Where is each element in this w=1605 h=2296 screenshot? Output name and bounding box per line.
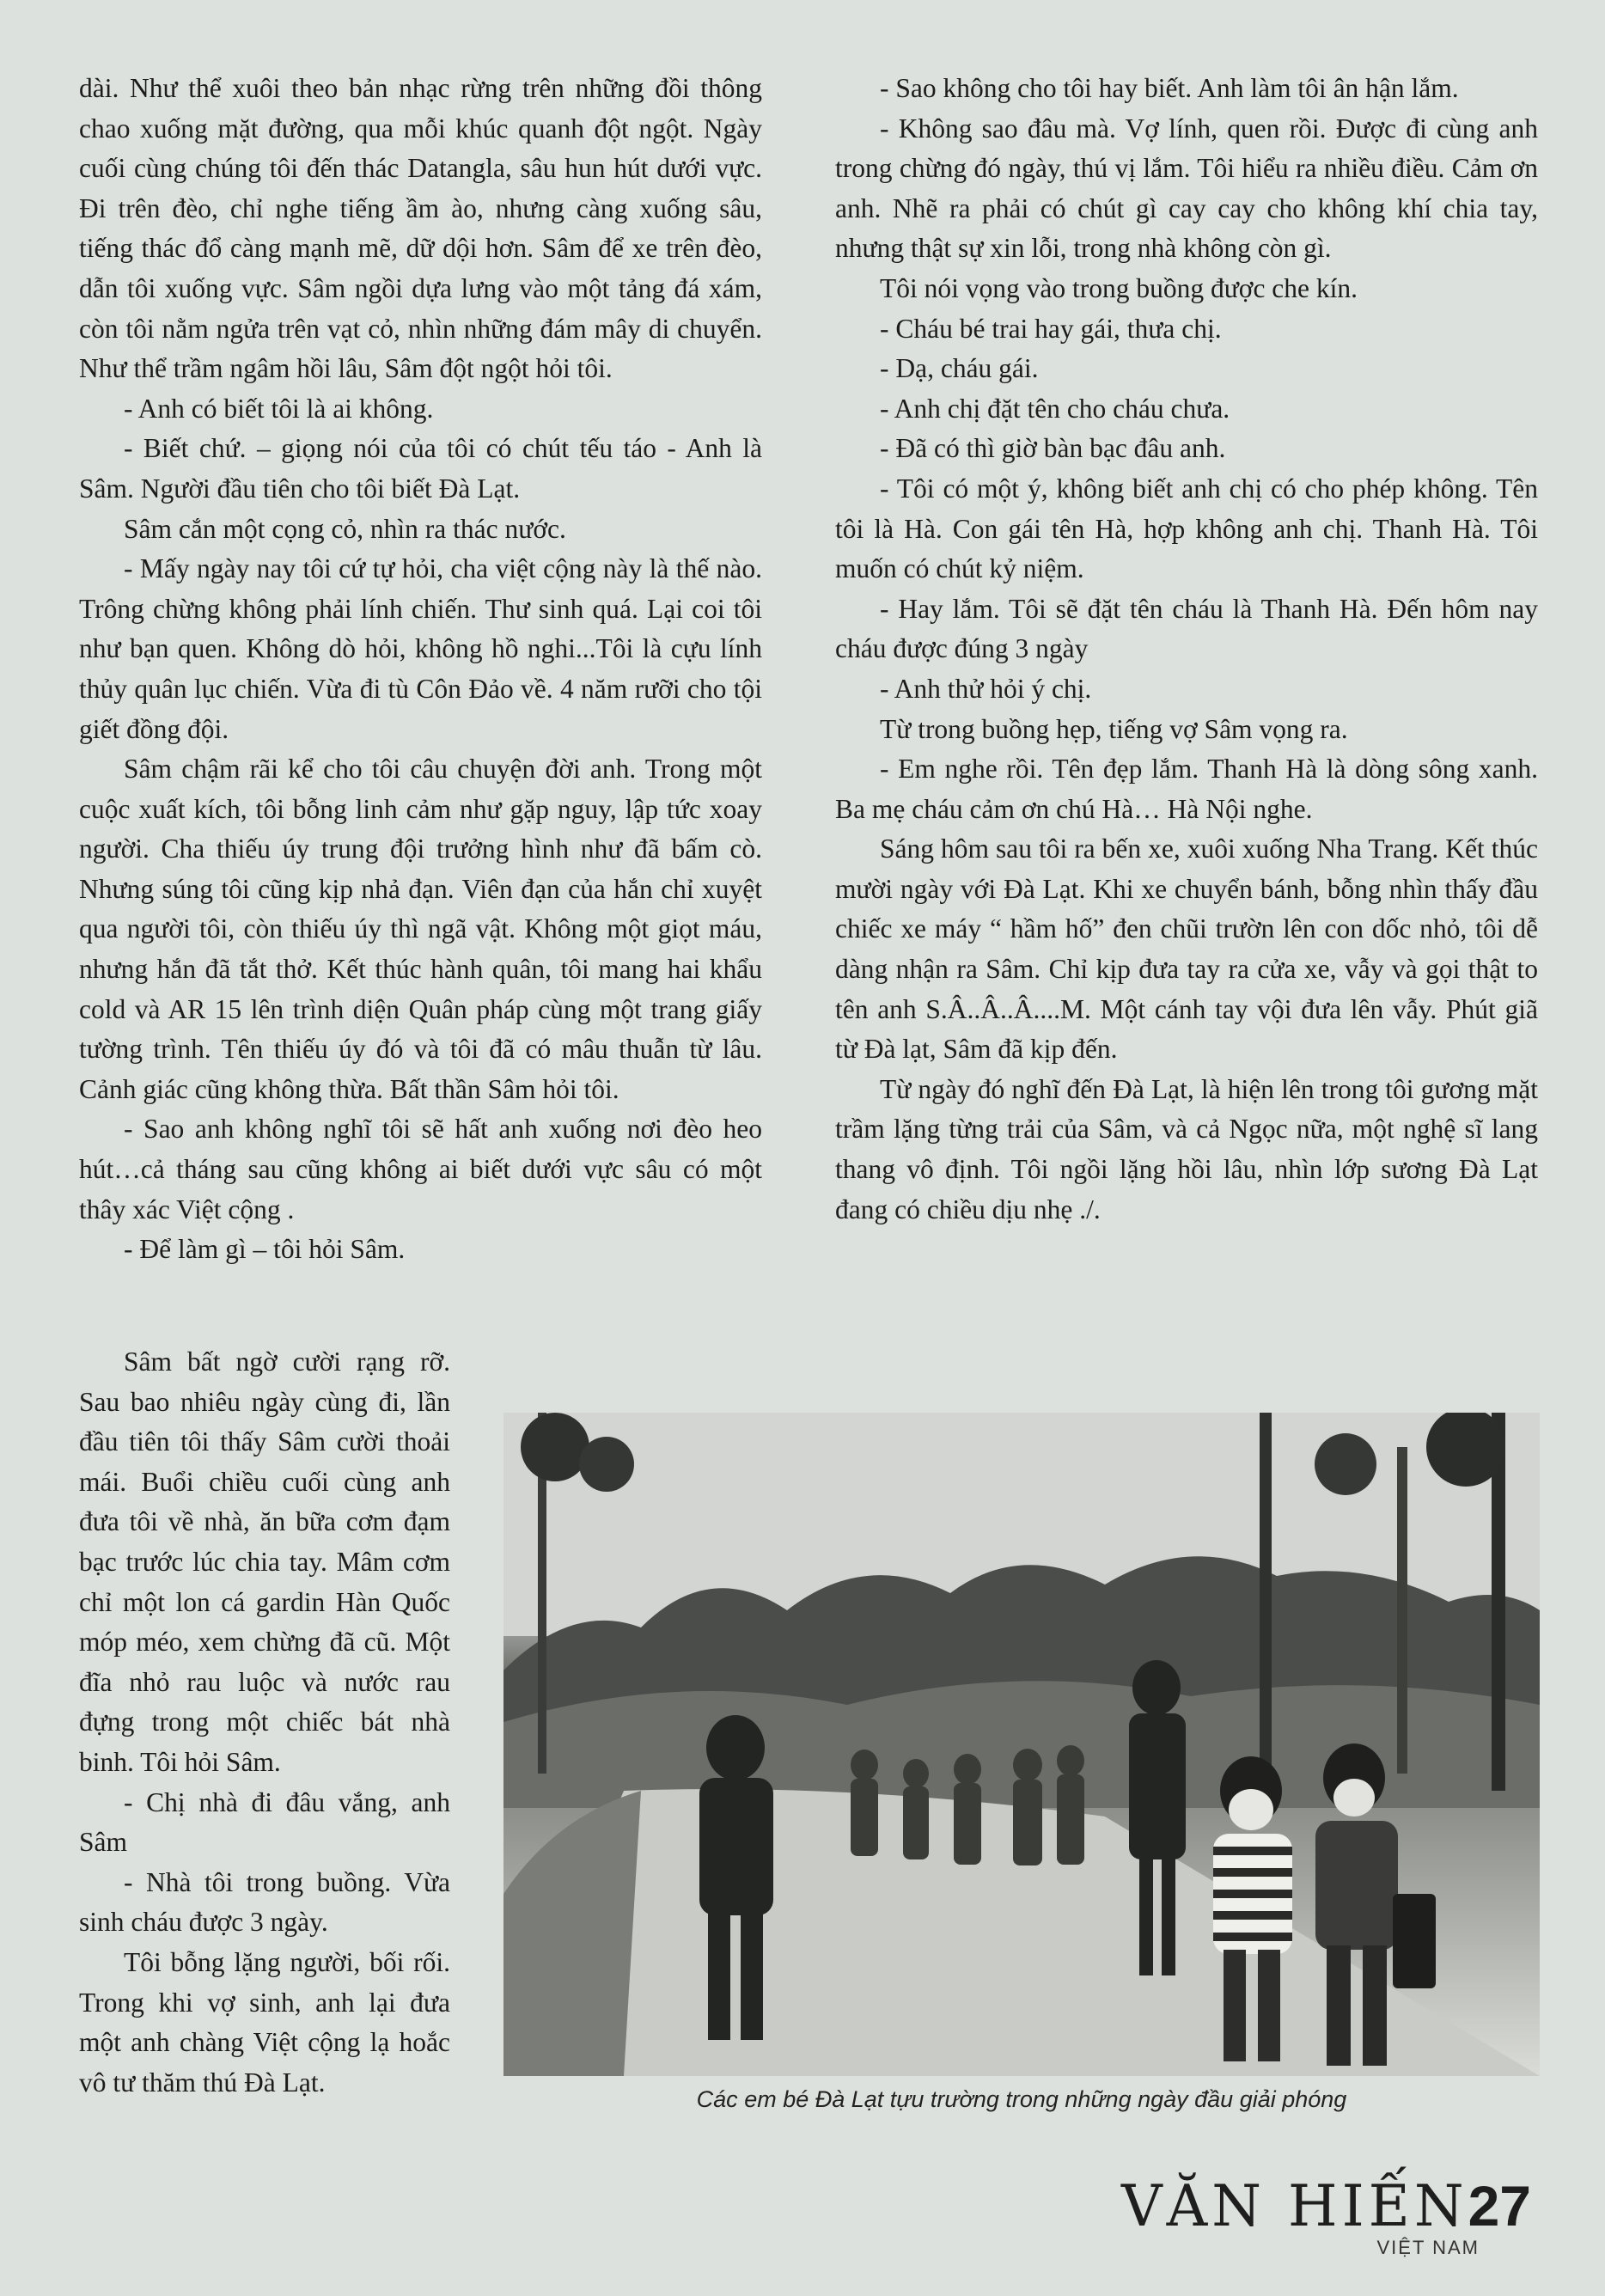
paragraph: - Anh thử hỏi ý chị. [880, 673, 1092, 704]
right-column [835, 69, 1538, 1230]
paragraph: - Biết chứ. – giọng nói của tôi có chút tếu táo - Anh là Sâm. Người đầu tiên cho tôi biết Đà Lạt. [79, 433, 762, 504]
paragraph: dài. Như thể xuôi theo bản nhạc rừng trên những đồi thông chao xuống mặt đường, qua mỗi khúc quanh đột ngột. Ngày cuối cùng chúng tôi đến thác Datangla, sâu hun hút dưới vực. Đi trên đèo, chỉ nghe tiếng ầm ào, nhưng càng xuống sâu, tiếng thác đổ càng mạnh mẽ, dữ dội hơn. Sâm để xe trên đèo, dẫn tôi xuống vực. Sâm ngồi dựa lưng vào một tảng đá xám, còn tôi nằm ngửa trên vạt cỏ, nhìn những đám mây di chuyển. Như thể trầm ngâm hồi lâu, Sâm đột ngột hỏi tôi. [79, 73, 762, 384]
paragraph: - Nhà tôi trong buồng. Vừa sinh cháu được 3 ngày. [79, 1866, 450, 1938]
paragraph: Từ trong buồng hẹp, tiếng vợ Sâm vọng ra. [880, 713, 1348, 744]
paragraph: - Chị nhà đi đâu vắng, anh Sâm [79, 1786, 450, 1858]
paragraph: Tôi nói vọng vào trong buồng được che kín. [880, 272, 1358, 303]
paragraph: - Mấy ngày nay tôi cứ tự hỏi, cha việt cộng này là thế nào. Trông chừng không phải lính chiến. Thư sinh quá. Lại coi tôi như bạn quen. Không dò hỏi, không hồ nghi...Tôi là cựu lính thủy quân lục chiến. Vừa đi tù Côn Đảo về. 4 năm rưỡi cho tội giết đồng đội. [79, 553, 762, 744]
photo-caption: Các em bé Đà Lạt tựu trường trong những ngày đầu giải phóng [696, 2086, 1347, 2112]
page-number: 27 [1468, 2174, 1531, 2238]
paragraph: - Không sao đâu mà. Vợ lính, quen rồi. Được đi cùng anh trong chừng đó ngày, thú vị lắm. Tôi hiểu ra nhiều điều. Cảm ơn anh. Nhẽ ra phải có chút gì cay cay cho không khí chia tay, nhưng thật sự xin lỗi, trong nhà không còn gì. [835, 113, 1538, 264]
photo-illustration [503, 1413, 1540, 2076]
paragraph: - Tôi có một ý, không biết anh chị có cho phép không. Tên tôi là Hà. Con gái tên Hà, hợp không anh chị. Thanh Hà. Tôi muốn có chút kỷ niệm. [835, 473, 1538, 584]
paragraph: Từ ngày đó nghĩ đến Đà Lạt, là hiện lên trong tôi gương mặt trầm lặng từng trải của Sâm, và cả Ngọc nữa, một nghệ sĩ lang thang vô định. Tôi ngồi lặng hồi lâu, nhìn lớp sương Đà Lạt đang có chiều dịu nhẹ ./. [835, 1073, 1538, 1224]
paragraph: - Anh chị đặt tên cho cháu chưa. [880, 393, 1230, 424]
paragraph: Sáng hôm sau tôi ra bến xe, xuôi xuống Nha Trang. Kết thúc mười ngày với Đà Lạt. Khi xe chuyển bánh, bỗng nhìn thấy đầu chiếc xe máy “ hầm hố” đen chũi trườn lên con dốc nhỏ, tôi dễ dàng nhận ra Sâm. Chỉ kịp đưa tay ra cửa xe, vẫy và gọi thật to tên anh S.Â..Â..Â....M. Một cánh tay vội đưa lên vẫy. Phút giã từ Đà lạt, Sâm đã kịp đến. [835, 834, 1538, 1065]
left-column-top [79, 69, 762, 1270]
paragraph: Sâm bất ngờ cười rạng rỡ. Sau bao nhiêu ngày cùng đi, lần đầu tiên tôi thấy Sâm cười thoải mái. Buổi chiều cuối cùng anh đưa tôi về nhà, ăn bữa cơm đạm bạc trước lúc chia tay. Mâm cơm chỉ một lon cá gardin Hàn Quốc móp méo, xem chừng đã cũ. Một đĩa nhỏ rau luộc và nước rau đựng trong một chiếc bát nhà binh. Tôi hỏi Sâm. [79, 1346, 450, 1777]
paragraph: - Đã có thì giờ bàn bạc đâu anh. [880, 433, 1226, 464]
paragraph: Sâm cắn một cọng cỏ, nhìn ra thác nước. [124, 513, 566, 544]
paragraph: - Hay lắm. Tôi sẽ đặt tên cháu là Thanh Hà. Đến hôm nay cháu được đúng 3 ngày [835, 593, 1538, 664]
paragraph: - Em nghe rồi. Tên đẹp lắm. Thanh Hà là dòng sông xanh. Ba mẹ cháu cảm ơn chú Hà… Hà Nội nghe. [835, 754, 1538, 824]
paragraph: Tôi bỗng lặng người, bối rối. Trong khi vợ sinh, anh lại đưa một anh chàng Việt cộng lạ hoắc vô tư thăm thú Đà Lạt. [79, 1946, 450, 2098]
left-column-bottom [79, 1342, 450, 2103]
paragraph: - Sao không cho tôi hay biết. Anh làm tôi ân hận lắm. [880, 73, 1459, 103]
paragraph: Sâm chậm rãi kể cho tôi câu chuyện đời anh. Trong một cuộc xuất kích, tôi bỗng linh cảm như gặp nguy, lập tức xoay người. Cha thiếu úy trung đội trưởng hình như đã bấm cò. Nhưng súng tôi cũng kịp nhả đạn. Viên đạn của hắn chỉ xuyệt qua người tôi, còn thiếu úy thì ngã vật. Không một giọt máu, nhưng hắn đã tắt thở. Kết thúc hành quân, tôi mang hai khẩu cold và AR 15 lên trình diện Quân pháp cùng một trang giấy tường trình. Tên thiếu úy đó và tôi đã có mâu thuẫn từ lâu. Cảnh giác cũng không thừa. Bất thần Sâm hỏi tôi. [79, 754, 762, 1104]
magazine-footer [1120, 2173, 1531, 2259]
magazine-logo: VĂN HIẾN [1120, 2173, 1468, 2239]
paragraph: - Anh có biết tôi là ai không. [124, 393, 434, 424]
paragraph: - Sao anh không nghĩ tôi sẽ hất anh xuống nơi đèo heo hút…cả tháng sau cũng không ai biết dưới vực sâu có một thây xác Việt cộng . [79, 1114, 762, 1224]
magazine-logo-subtitle: VIỆT NAM [1376, 2237, 1480, 2258]
children-school-photo [503, 1413, 1540, 2076]
paragraph: - Dạ, cháu gái. [880, 353, 1039, 384]
paragraph: - Cháu bé trai hay gái, thưa chị. [880, 313, 1222, 344]
paragraph: - Để làm gì – tôi hỏi Sâm. [124, 1234, 406, 1265]
